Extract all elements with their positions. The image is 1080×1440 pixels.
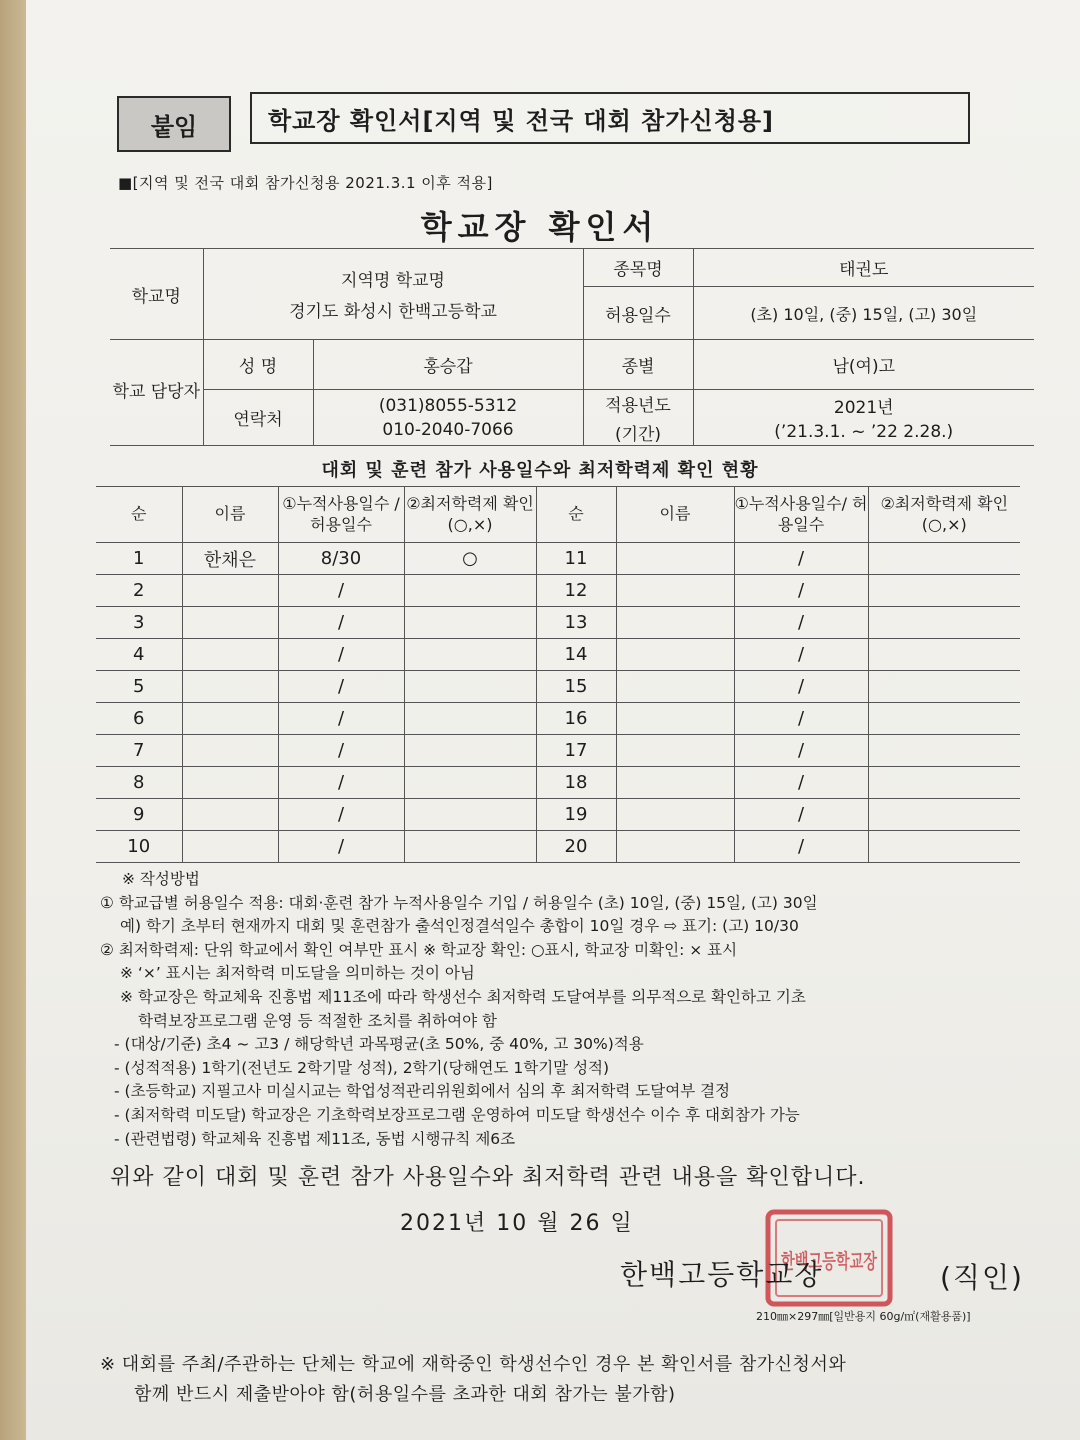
row-days-right: / (734, 575, 868, 607)
page-title: 학교장 확인서 (420, 208, 660, 246)
row-check-left (404, 607, 536, 639)
type-label: 종별 (583, 340, 693, 390)
row-check-left (404, 671, 536, 703)
method-line-4: ※ ‘×’ 표시는 최저학력 미도달을 의미하는 것이 아님 (120, 964, 475, 983)
row-no-right: 13 (536, 607, 616, 639)
row-no-left: 7 (96, 735, 182, 767)
contact-cell (313, 390, 583, 446)
year-label-period: (기간) (614, 424, 662, 445)
row-days-right: / (734, 831, 868, 863)
applicability-notice: ■[지역 및 전국 대회 참가신청용 2021.3.1 이후 적용] (118, 174, 493, 192)
year-cell (693, 390, 1034, 446)
year-label-cell (583, 390, 693, 446)
row-name-left: 한채은 (182, 543, 278, 575)
row-days-left: / (278, 671, 404, 703)
row-days-right: / (734, 607, 868, 639)
days-value: (초) 10일, (중) 15일, (고) 30일 (693, 287, 1034, 340)
row-name-right (616, 767, 734, 799)
table-row (96, 639, 1020, 671)
year-value: 2021년 (833, 398, 894, 418)
col-check-left: ②최저학력제 확인(○,×) (404, 487, 536, 543)
row-name-left (182, 767, 278, 799)
table-row (96, 831, 1020, 863)
table-row (96, 703, 1020, 735)
row-no-right: 15 (536, 671, 616, 703)
row-check-left (404, 831, 536, 863)
row-name-right (616, 735, 734, 767)
row-days-left: / (278, 575, 404, 607)
row-name-left (182, 575, 278, 607)
row-check-right (868, 575, 1020, 607)
document-heading: 학교장 확인서[지역 및 전국 대회 참가신청용] (250, 92, 970, 144)
table-row (96, 575, 1020, 607)
table-row (96, 543, 1020, 575)
row-name-left (182, 607, 278, 639)
method-line-8: - (성적적용) 1학기(전년도 2학기말 성적), 2학기(당해연도 1학기말 성적) (114, 1058, 610, 1077)
row-name-right (616, 543, 734, 575)
method-heading: ※ 작성방법 (122, 870, 200, 888)
method-line-5: ※ 학교장은 학교체육 진흥법 제11조에 따라 학생선수 최저학력 도달여부를 의무적으로 확인하고 기초 (120, 987, 806, 1006)
name-value: 홍승갑 (313, 340, 583, 390)
row-no-right: 20 (536, 831, 616, 863)
school-info-table (110, 248, 1034, 446)
row-days-left: / (278, 639, 404, 671)
row-days-left: 8/30 (278, 543, 404, 575)
row-name-left (182, 735, 278, 767)
row-name-left (182, 799, 278, 831)
writing-method (100, 868, 1030, 1151)
row-days-left: / (278, 799, 404, 831)
row-no-right: 14 (536, 639, 616, 671)
row-days-left: / (278, 767, 404, 799)
row-no-left: 4 (96, 639, 182, 671)
table-row (96, 671, 1020, 703)
table-row (96, 799, 1020, 831)
table-row (96, 735, 1020, 767)
method-line-2: 예) 학기 초부터 현재까지 대회 및 훈련참가 출석인정결석일수 총합이 10일 경우 ⇨ 표기: (고) 10/30 (120, 917, 799, 936)
row-check-right (868, 735, 1020, 767)
row-check-left: ○ (404, 543, 536, 575)
issue-date: 2021년 10 월 26 일 (400, 1211, 634, 1236)
table-row (96, 767, 1020, 799)
row-name-left (182, 831, 278, 863)
row-no-left: 10 (96, 831, 182, 863)
type-value: 남(여)고 (693, 340, 1034, 390)
sport-value: 태권도 (693, 249, 1034, 287)
days-label: 허용일수 (583, 287, 693, 340)
row-days-right: / (734, 543, 868, 575)
row-no-left: 1 (96, 543, 182, 575)
row-days-left: / (278, 607, 404, 639)
table-header-row (96, 487, 1020, 543)
row-name-left (182, 639, 278, 671)
row-no-left: 8 (96, 767, 182, 799)
row-no-right: 11 (536, 543, 616, 575)
col-no-right: 순 (536, 487, 616, 543)
row-check-right (868, 639, 1020, 671)
school-header: 지역명 학교명 (341, 271, 445, 291)
contact-label: 연락처 (203, 390, 313, 446)
row-no-right: 18 (536, 767, 616, 799)
col-days-right: ①누적사용일수/ 허용일수 (734, 487, 868, 543)
seal-mark-label: (직인) (940, 1261, 1024, 1294)
contact-phone-1: (031)8055-5312 (378, 395, 518, 416)
method-line-10: - (최저학력 미도달) 학교장은 기초학력보장프로그램 운영하여 미도달 학생선수 이수 후 대회참가 가능 (114, 1105, 800, 1124)
school-label: 학교명 (110, 249, 203, 340)
row-no-left: 5 (96, 671, 182, 703)
method-line-6: 학력보장프로그램 운영 등 적절한 조치를 취하여야 함 (138, 1011, 497, 1030)
row-check-left (404, 799, 536, 831)
footer-line-2: 함께 반드시 제출받아야 함(허용일수를 초과한 대회 참가는 불가함) (134, 1384, 676, 1405)
row-days-left: / (278, 831, 404, 863)
row-days-right: / (734, 735, 868, 767)
row-name-left (182, 671, 278, 703)
col-name-right: 이름 (616, 487, 734, 543)
paper-spec: 210㎜×297㎜[일반용지 60g/㎡(재활용품)] (756, 1310, 971, 1323)
name-label: 성 명 (203, 340, 313, 390)
row-name-right (616, 799, 734, 831)
col-days-left: ①누적사용일수 /허용일수 (278, 487, 404, 543)
row-days-right: / (734, 639, 868, 671)
row-no-left: 9 (96, 799, 182, 831)
row-days-left: / (278, 735, 404, 767)
method-line-9: - (초등학교) 지필고사 미실시교는 학업성적관리위원회에서 심의 후 최저학력 도달여부 결정 (114, 1082, 731, 1101)
row-no-right: 12 (536, 575, 616, 607)
confirmation-statement: 위와 같이 대회 및 훈련 참가 사용일수와 최저학력 관련 내용을 확인합니다. (110, 1165, 866, 1190)
row-name-right (616, 671, 734, 703)
principal-signature: 한백고등학교장 (620, 1258, 824, 1291)
row-no-right: 19 (536, 799, 616, 831)
method-line-1: ① 학교급별 허용일수 적용: 대회·훈련 참가 누적사용일수 기입 / 허용일수 (초) 10일, (중) 15일, (고) 30일 (100, 893, 818, 912)
row-no-left: 6 (96, 703, 182, 735)
row-check-right (868, 671, 1020, 703)
row-check-right (868, 767, 1020, 799)
row-name-right (616, 607, 734, 639)
col-name-left: 이름 (182, 487, 278, 543)
row-name-right (616, 575, 734, 607)
svg-text:한백고등학교장: 한백고등학교장 (780, 1249, 878, 1273)
method-line-7: - (대상/기준) 초4 ~ 고3 / 해당학년 과목평균(초 50%, 중 40%, 고 30%)적용 (114, 1035, 644, 1054)
row-name-right (616, 703, 734, 735)
row-no-right: 17 (536, 735, 616, 767)
row-check-left (404, 735, 536, 767)
row-check-right (868, 543, 1020, 575)
method-line-3: ② 최저학력제: 단위 학교에서 확인 여부만 표시 ※ 학교장 확인: ○표시, 학교장 미확인: × 표시 (100, 940, 738, 959)
year-label: 적용년도 (605, 395, 671, 416)
row-no-left: 3 (96, 607, 182, 639)
row-no-left: 2 (96, 575, 182, 607)
athlete-status-table (96, 486, 1020, 863)
row-days-right: / (734, 671, 868, 703)
row-check-left (404, 575, 536, 607)
attachment-tag: 붙임 (117, 96, 231, 152)
status-subtitle: 대회 및 훈련 참가 사용일수와 최저학력제 확인 현황 (321, 460, 759, 481)
sport-label: 종목명 (583, 249, 693, 287)
row-name-right (616, 639, 734, 671)
school-cell (203, 249, 583, 340)
row-name-right (616, 831, 734, 863)
row-check-left (404, 639, 536, 671)
row-check-left (404, 703, 536, 735)
col-no-left: 순 (96, 487, 182, 543)
contact-phone-2: 010-2040-7066 (382, 419, 514, 440)
method-line-11: - (관련법령) 학교체육 진흥법 제11조, 동법 시행규칙 제6조 (114, 1129, 516, 1148)
row-days-left: / (278, 703, 404, 735)
row-days-right: / (734, 767, 868, 799)
manager-label: 학교 담당자 (110, 340, 203, 446)
row-check-left (404, 767, 536, 799)
school-value: 경기도 화성시 한백고등학교 (289, 302, 497, 322)
row-check-right (868, 703, 1020, 735)
footer-note (100, 1350, 846, 1410)
table-row (96, 607, 1020, 639)
year-period: (’21.3.1. ~ ’22 2.28.) (774, 422, 954, 442)
row-name-left (182, 703, 278, 735)
row-no-right: 16 (536, 703, 616, 735)
row-check-right (868, 607, 1020, 639)
row-check-right (868, 831, 1020, 863)
row-days-right: / (734, 799, 868, 831)
row-check-right (868, 799, 1020, 831)
footer-line-1: ※ 대회를 주최/주관하는 단체는 학교에 재학중인 학생선수인 경우 본 확인서를 참가신청서와 (100, 1354, 847, 1375)
col-check-right: ②최저학력제 확인(○,×) (868, 487, 1020, 543)
row-days-right: / (734, 703, 868, 735)
